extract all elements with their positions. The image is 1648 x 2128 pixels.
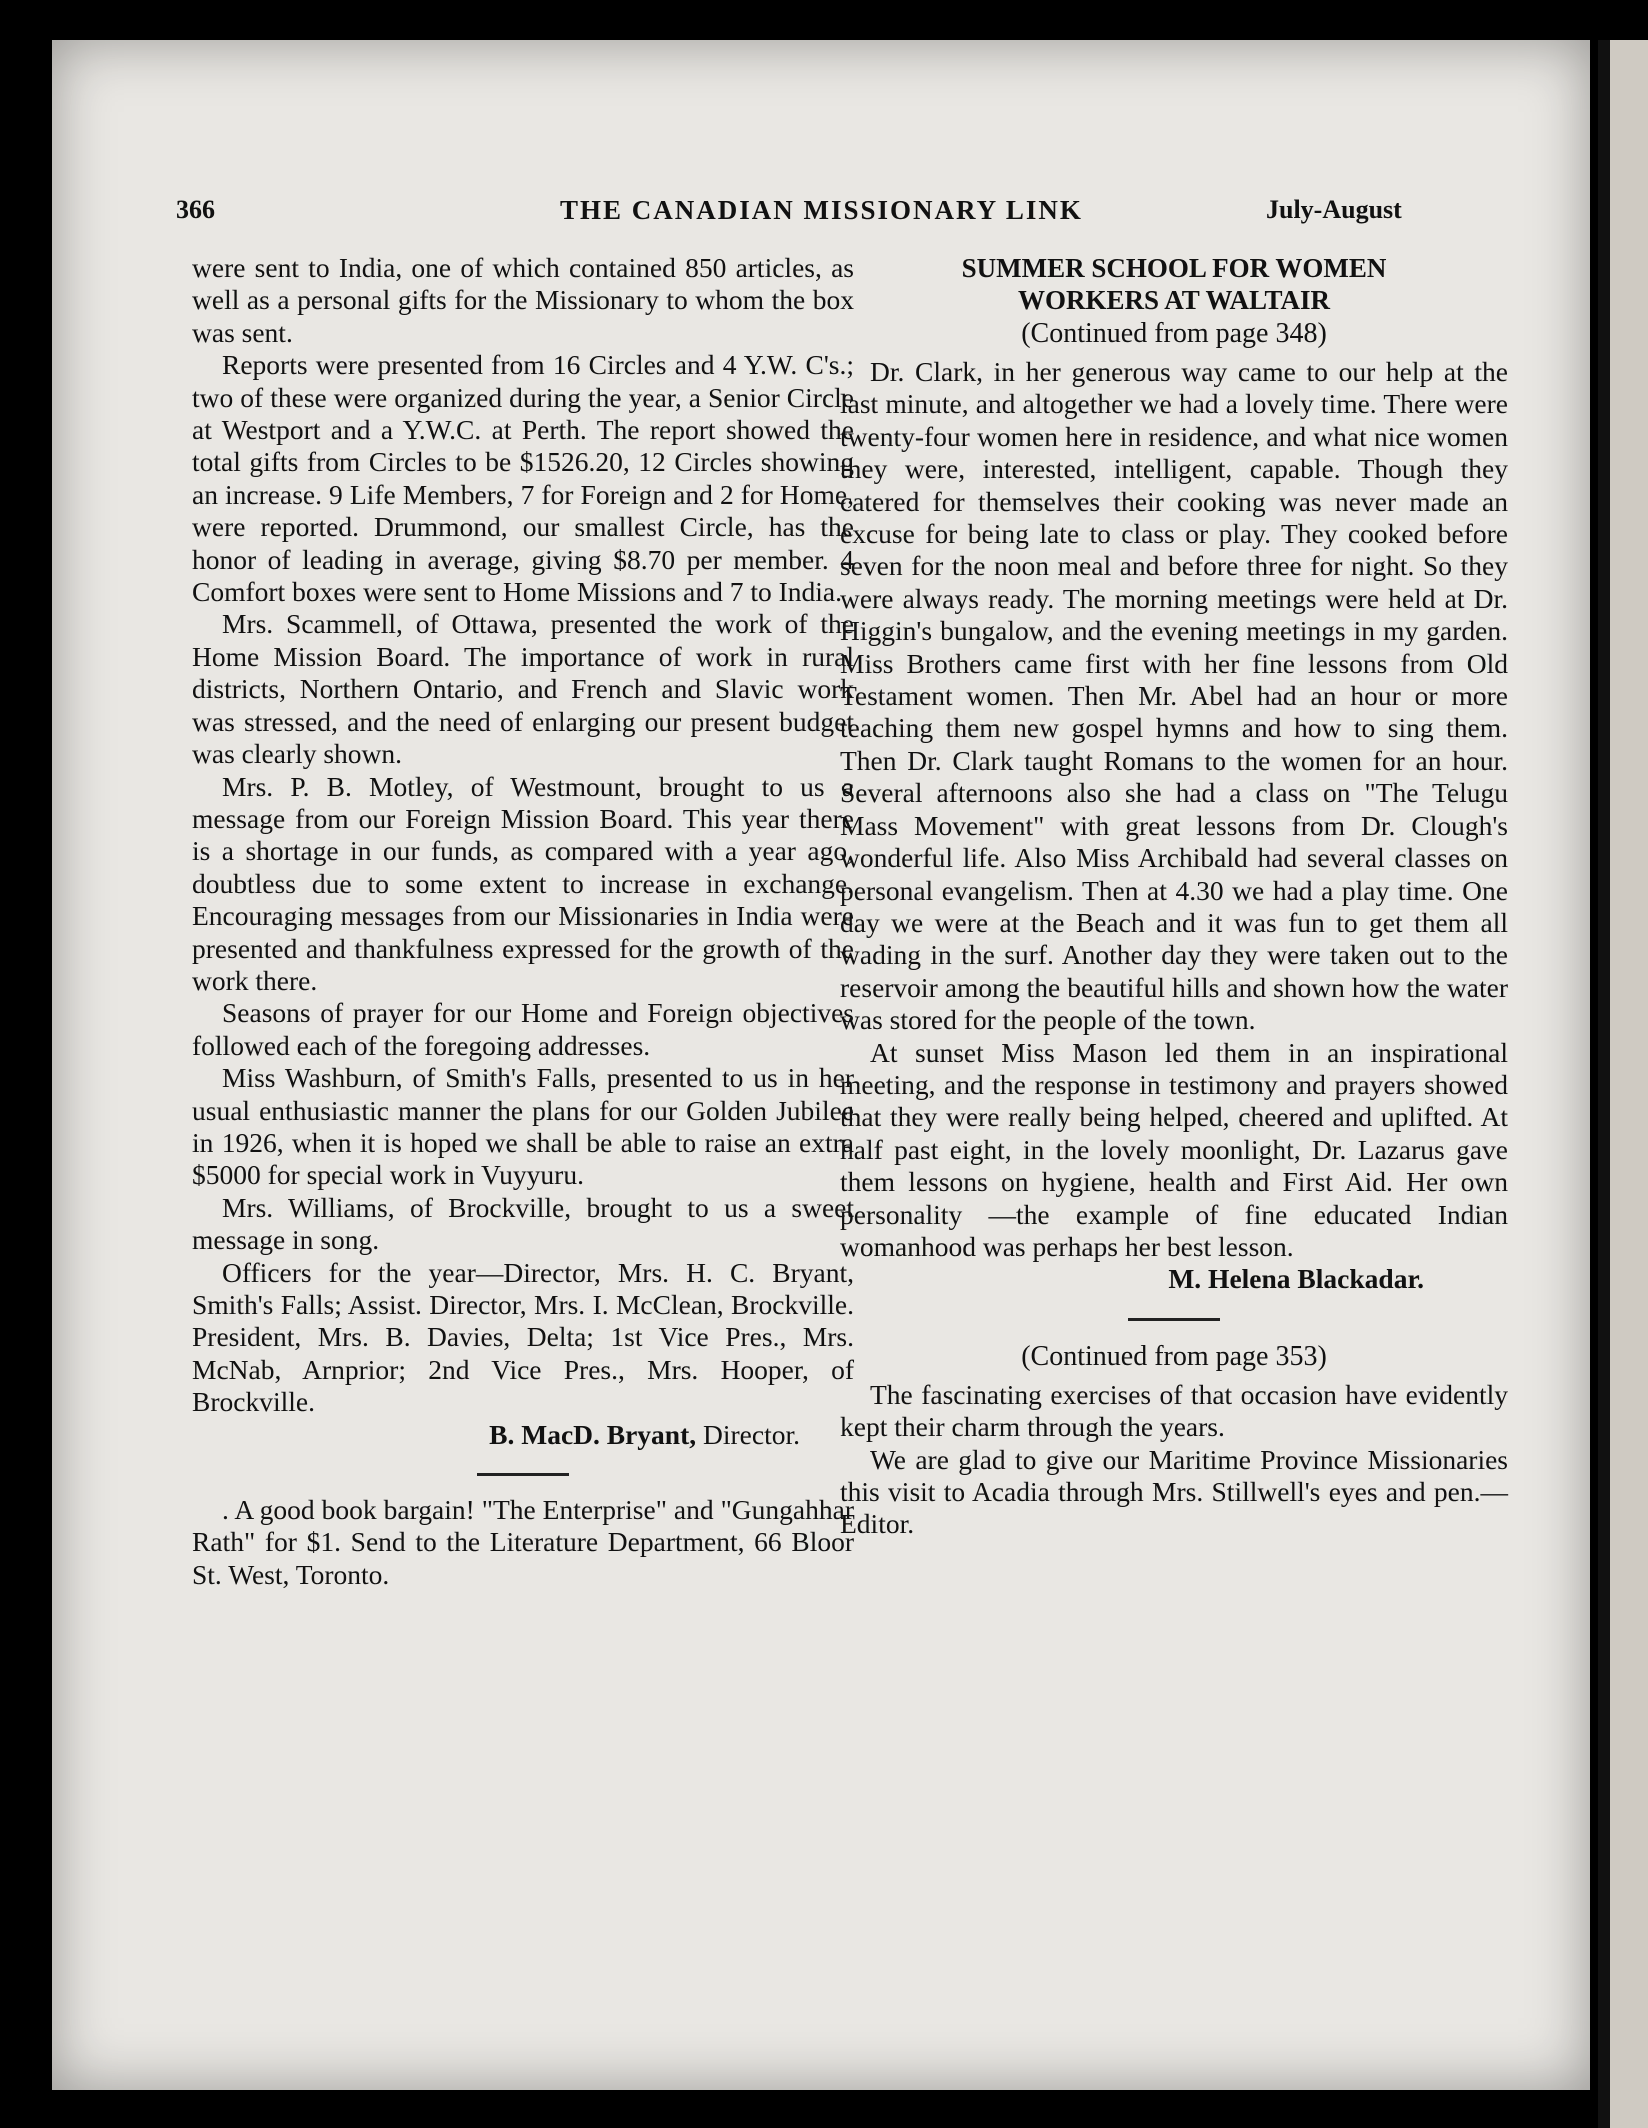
paragraph: Mrs. P. B. Motley, of Westmount, brought to us a message from our Foreign Mission Board. This year there is a shortage in our funds, as compared with a year ago, doubtless due to some extent to increase in exchange. Encouraging messages from our Missionaries in India were presented and thankfulness expressed for the growth of the work there. <box>192 770 854 996</box>
section-divider <box>1128 1318 1220 1321</box>
paragraph: At sunset Miss Mason led them in an inspirational meeting, and the response in testimony and prayers showed that they were really being helped, cheered and uplifted. At half past eight, in the lovely moonlight, Dr. Lazarus gave them lessons on hygiene, health and First Aid. Her own personality —the example of fine educated Indian womanhood was perhaps her best lesson. <box>840 1036 1508 1262</box>
article-heading <box>840 252 1508 316</box>
right-column <box>840 252 1508 1541</box>
paragraph: Dr. Clark, in her generous way came to our help at the last minute, and altogether we had a lovely time. There were twenty-four women here in residence, and what nice women they were, interested, intelligent, capable. Though they catered for themselves their cooking was never made an excuse for being late to class or play. They cooked before seven for the noon meal and before three for night. So they were always ready. The morning meetings were held at Dr. Higgin's bungalow, and the evening meetings in my garden. Miss Brothers came first with her fine lessons from Old Testament women. Then Mr. Abel had an hour or more teaching them new gospel hymns and how to sing them. Then Dr. Clark taught Romans to the women for an hour. Several afternoons also she had a class on "The Telugu Mass Movement" with great lessons from Dr. Clough's wonderful life. Also Miss Archibald had several classes on personal evangelism. Then at 4.30 we had a play time. One day we were at the Beach and it was fun to get them all wading in the surf. Another day they were taken out to the reservoir among the beautiful hills and shown how the water was stored for the people of the town. <box>840 356 1508 1036</box>
page-gutter-shadow <box>1598 40 1610 2128</box>
section-divider <box>477 1473 569 1476</box>
heading-line: SUMMER SCHOOL FOR WOMEN <box>961 253 1387 283</box>
paragraph: Miss Washburn, of Smith's Falls, presented to us in her usual enthusiastic manner the plans for our Golden Jubilee in 1926, when it is hoped we shall be able to raise an extra $5000 for special work in Vuyyuru. <box>192 1062 854 1191</box>
article-signature: M. Helena Blackadar. <box>1168 1263 1424 1295</box>
issue-date: July-August <box>1266 195 1402 224</box>
paragraph: Reports were presented from 16 Circles and 4 Y.W. C's.; two of these were organized during the year, a Senior Circle at Westport and a Y.W.C. at Perth. The report showed the total gifts from Circles to be $1526.20, 12 Circles showing an increase. 9 Life Members, 7 for Foreign and 2 for Home, were reported. Drummond, our smallest Circle, has the honor of leading in average, giving $8.70 per member. 4 Comfort boxes were sent to Home Missions and 7 to India. <box>192 349 854 608</box>
signature-title: Director. <box>696 1418 800 1450</box>
continued-note: (Continued from page 348) <box>1021 318 1327 349</box>
paragraph: Officers for the year—Director, Mrs. H. C. Bryant, Smith's Falls; Assist. Director, Mrs. I. McClean, Brockville. President, Mrs. B. Davies, Delta; 1st Vice Pres., Mrs. McNab, Arnprior; 2nd Vice Pres., Mrs. Hooper, of Brockville. <box>192 1256 854 1418</box>
adjacent-page-edge <box>1610 40 1648 2128</box>
page-number: 366 <box>176 195 215 224</box>
left-column <box>192 252 854 1591</box>
paragraph: Seasons of prayer for our Home and Foreign objectives followed each of the foregoing addresses. <box>192 997 854 1061</box>
report-signature <box>192 1419 854 1451</box>
magazine-page <box>52 40 1590 2090</box>
book-ad: . A good book bargain! "The Enterprise" and "Gungahhar Rath" for $1. Send to the Literature Department, 66 Bloor St. West, Toronto. <box>192 1494 854 1590</box>
continued-note: (Continued from page 353) <box>1021 1340 1327 1372</box>
signature-name: B. MacD. Bryant, <box>489 1418 697 1450</box>
journal-title: THE CANADIAN MISSIONARY LINK <box>560 195 1083 225</box>
paragraph: The fascinating exercises of that occasion have evidently kept their charm through the years. <box>840 1378 1508 1443</box>
running-header <box>52 195 1590 235</box>
paragraph: We are glad to give our Maritime Province Missionaries this visit to Acadia through Mrs. Stillwell's eyes and pen.—Editor. <box>840 1443 1508 1540</box>
paragraph: were sent to India, one of which contained 850 articles, as well as a personal gifts for the Missionary to whom the box was sent. <box>192 252 854 348</box>
heading-line: WORKERS AT WALTAIR <box>1017 285 1331 315</box>
paragraph: Mrs. Williams, of Brockville, brought to us a sweet message in song. <box>192 1191 854 1256</box>
paragraph: Mrs. Scammell, of Ottawa, presented the work of the Home Mission Board. The importance of work in rural districts, Northern Ontario, and French and Slavic work was stressed, and the need of enlarging our present budget was clearly shown. <box>192 608 854 770</box>
